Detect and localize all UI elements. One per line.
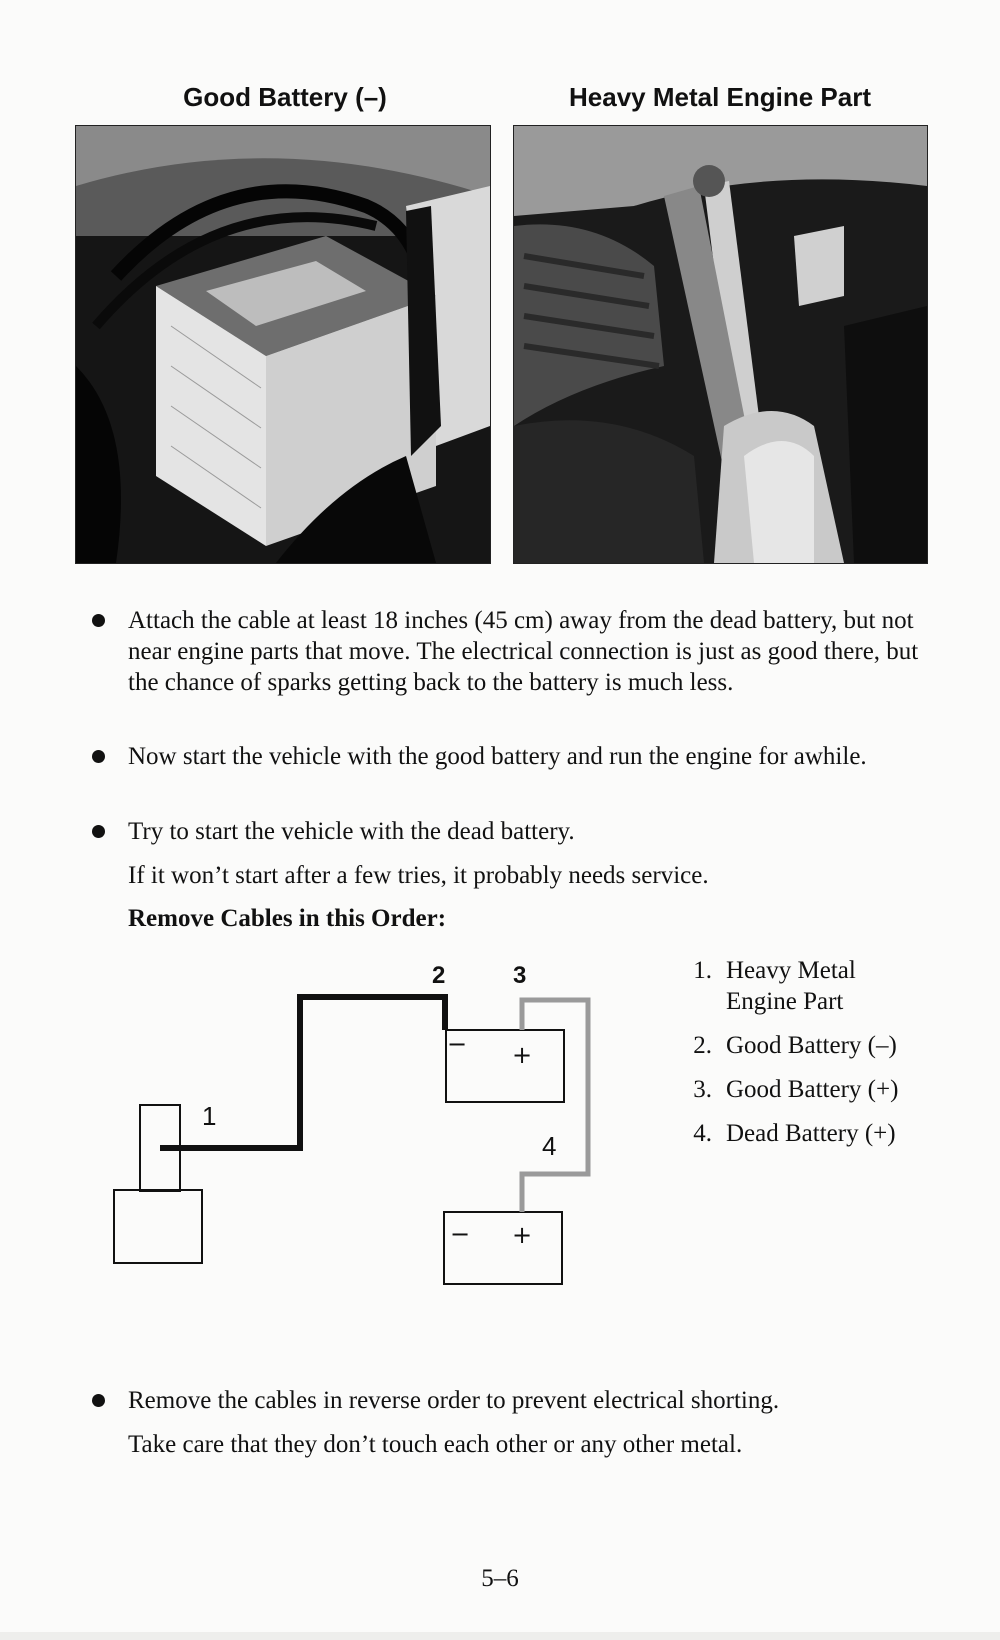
engine-block-shape [114,1190,202,1263]
dead-battery-minus: − [450,1220,471,1248]
manual-page: Good Battery (–) Heavy Metal Engine Part Attach the cable at least 18 inches (45 cm) away from the dead battery, but not near engine parts that move. The electrical connection is just as good there, but the chance of sparks getting back to the battery is much less. Now start the vehicle with the good battery and run the engine for awhile. Try to start the vehicle with the dead battery. If it won’t start after a few tries, it probably needs service. Remove Cables in this Order: − + − + 1 2 3 4 1. Heavy Metal Engine Part 2. Good Battery (–) 3. Good Battery (+) 4. Dead Battery (+) Remove the cables in reverse order to prevent electrical shorting. Take care that they don’t touch each other or any other metal. 5–6 [0,0,1000,1640]
diagram-label-3: 3 [513,962,527,989]
final-note: Take care that they don’t touch each other or any other metal. [128,1431,743,1458]
dead-battery-plus: + [512,1221,533,1249]
figure-title-good-battery: Good Battery (–) [183,82,387,112]
page-bottom-edge [0,1632,1000,1640]
bullet-dot [92,1394,105,1407]
diagram-label-1: 1 [202,1101,217,1131]
battery-cable-clamp-photo [75,125,491,564]
page-number: 5–6 [481,1565,519,1592]
diagram-label-2: 2 [432,962,446,989]
good-battery-minus: − [447,1030,468,1058]
cable-removal-diagram [110,950,630,1300]
bullet-dot [92,614,105,627]
engine-part-clamp-photo [513,125,928,564]
figure-title-engine-part: Heavy Metal Engine Part [569,82,871,112]
bullet-dot [92,750,105,763]
service-note: If it won’t start after a few tries, it probably needs service. [128,862,709,889]
remove-cables-heading: Remove Cables in this Order: [128,905,447,932]
bullet-dot [92,825,105,838]
good-battery-plus: + [512,1041,533,1069]
positive-cable [522,1000,588,1212]
diagram-label-4: 4 [542,1131,557,1161]
